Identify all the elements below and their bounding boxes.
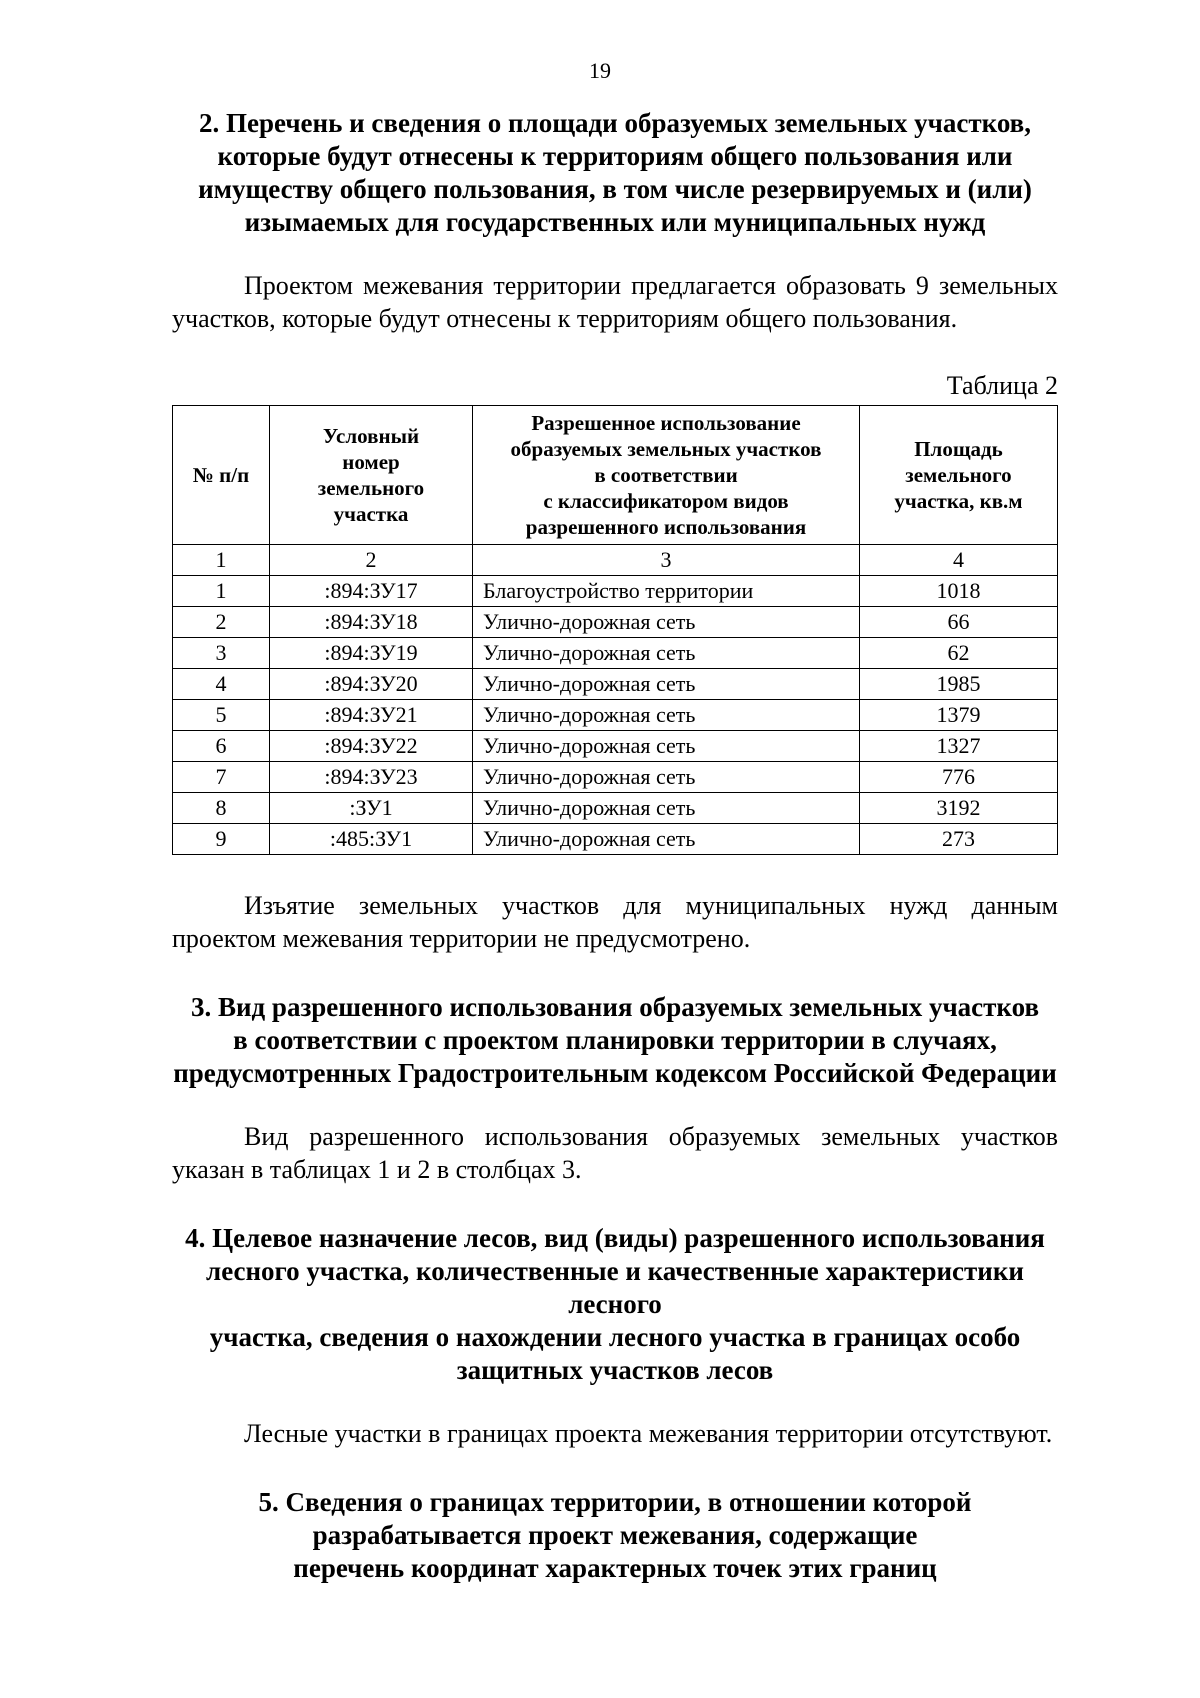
column-number-row bbox=[173, 545, 1058, 576]
area-cell: 1985 bbox=[860, 669, 1058, 700]
row-number-cell: 6 bbox=[173, 731, 270, 762]
area-cell: 3192 bbox=[860, 793, 1058, 824]
column-number-cell: 3 bbox=[473, 545, 860, 576]
area-cell: 776 bbox=[860, 762, 1058, 793]
table-row bbox=[173, 576, 1058, 607]
permitted-use-cell: Улично-дорожная сеть bbox=[473, 638, 860, 669]
table-row bbox=[173, 607, 1058, 638]
permitted-use-cell: Улично-дорожная сеть bbox=[473, 731, 860, 762]
header-area: Площадь земельного участка, кв.м bbox=[860, 406, 1058, 545]
table-caption: Таблица 2 bbox=[946, 371, 1058, 400]
land-plots-table bbox=[172, 405, 1058, 855]
area-cell: 1379 bbox=[860, 700, 1058, 731]
permitted-use-cell: Улично-дорожная сеть bbox=[473, 793, 860, 824]
plot-id-cell: :894:ЗУ18 bbox=[270, 607, 473, 638]
plot-id-cell: :894:ЗУ17 bbox=[270, 576, 473, 607]
plot-id-cell: :894:ЗУ22 bbox=[270, 731, 473, 762]
row-number-cell: 2 bbox=[173, 607, 270, 638]
table-row bbox=[173, 731, 1058, 762]
header-plot-id: Условный номер земельного участка bbox=[270, 406, 473, 545]
plot-id-cell: :894:ЗУ23 bbox=[270, 762, 473, 793]
plot-id-cell: :894:ЗУ20 bbox=[270, 669, 473, 700]
row-number-cell: 4 bbox=[173, 669, 270, 700]
column-number-cell: 2 bbox=[270, 545, 473, 576]
area-cell: 62 bbox=[860, 638, 1058, 669]
column-number-cell: 1 bbox=[173, 545, 270, 576]
header-permitted-use: Разрешенное использование образуемых земельных участков в соответствии с классификатором видов разрешенного использования bbox=[473, 406, 860, 545]
row-number-cell: 9 bbox=[173, 824, 270, 855]
row-number-cell: 1 bbox=[173, 576, 270, 607]
section-4-paragraph: Лесные участки в границах проекта межевания территории отсутствуют. bbox=[244, 1419, 1053, 1448]
area-cell: 66 bbox=[860, 607, 1058, 638]
table-row bbox=[173, 669, 1058, 700]
row-number-cell: 3 bbox=[173, 638, 270, 669]
area-cell: 1327 bbox=[860, 731, 1058, 762]
plot-id-cell: :894:ЗУ21 bbox=[270, 700, 473, 731]
after-table-paragraph: Изъятие земельных участков для муниципальных нужд данным проектом межевания территории не предусмотрено. bbox=[172, 891, 1058, 953]
section-5-heading: 5. Сведения о границах территории, в отношении которой разрабатывается проект межевания, содержащие перечень координат характерных точек этих границ bbox=[258, 1487, 972, 1583]
header-number: № п/п bbox=[173, 406, 270, 545]
table-row bbox=[173, 700, 1058, 731]
plot-id-cell: :ЗУ1 bbox=[270, 793, 473, 824]
section-4-heading: 4. Целевое назначение лесов, вид (виды) разрешенного использования лесного участка, количественные и качественные характеристики лесного участка, сведения о нахождении лесного участка в границах особо защитных участков лесов bbox=[185, 1223, 1045, 1385]
section-2-heading: 2. Перечень и сведения о площади образуемых земельных участков, которые будут отнесены к территориям общего пользования или имуществу общего пользования, в том числе резервируемых и (или) изымаемых для государственных или муниципальных нужд bbox=[198, 108, 1032, 237]
plot-id-cell: :894:ЗУ19 bbox=[270, 638, 473, 669]
permitted-use-cell: Улично-дорожная сеть bbox=[473, 669, 860, 700]
plot-id-cell: :485:ЗУ1 bbox=[270, 824, 473, 855]
row-number-cell: 5 bbox=[173, 700, 270, 731]
table-row bbox=[173, 762, 1058, 793]
column-number-cell: 4 bbox=[860, 545, 1058, 576]
row-number-cell: 7 bbox=[173, 762, 270, 793]
permitted-use-cell: Улично-дорожная сеть bbox=[473, 762, 860, 793]
section-2-paragraph: Проектом межевания территории предлагается образовать 9 земельных участков, которые будут отнесены к территориям общего пользования. bbox=[172, 271, 1058, 333]
table-row bbox=[173, 638, 1058, 669]
section-3-heading: 3. Вид разрешенного использования образуемых земельных участков в соответствии с проектом планировки территории в случаях, предусмотренных Градостроительным кодексом Российской Федерации bbox=[173, 992, 1057, 1088]
area-cell: 273 bbox=[860, 824, 1058, 855]
table-row bbox=[173, 824, 1058, 855]
permitted-use-cell: Улично-дорожная сеть bbox=[473, 824, 860, 855]
page-number: 19 bbox=[589, 58, 611, 83]
row-number-cell: 8 bbox=[173, 793, 270, 824]
permitted-use-cell: Улично-дорожная сеть bbox=[473, 607, 860, 638]
area-cell: 1018 bbox=[860, 576, 1058, 607]
section-3-paragraph: Вид разрешенного использования образуемых земельных участков указан в таблицах 1 и 2 в столбцах 3. bbox=[172, 1122, 1058, 1184]
permitted-use-cell: Благоустройство территории bbox=[473, 576, 860, 607]
permitted-use-cell: Улично-дорожная сеть bbox=[473, 700, 860, 731]
table-row bbox=[173, 793, 1058, 824]
table-header-row bbox=[173, 406, 1058, 545]
